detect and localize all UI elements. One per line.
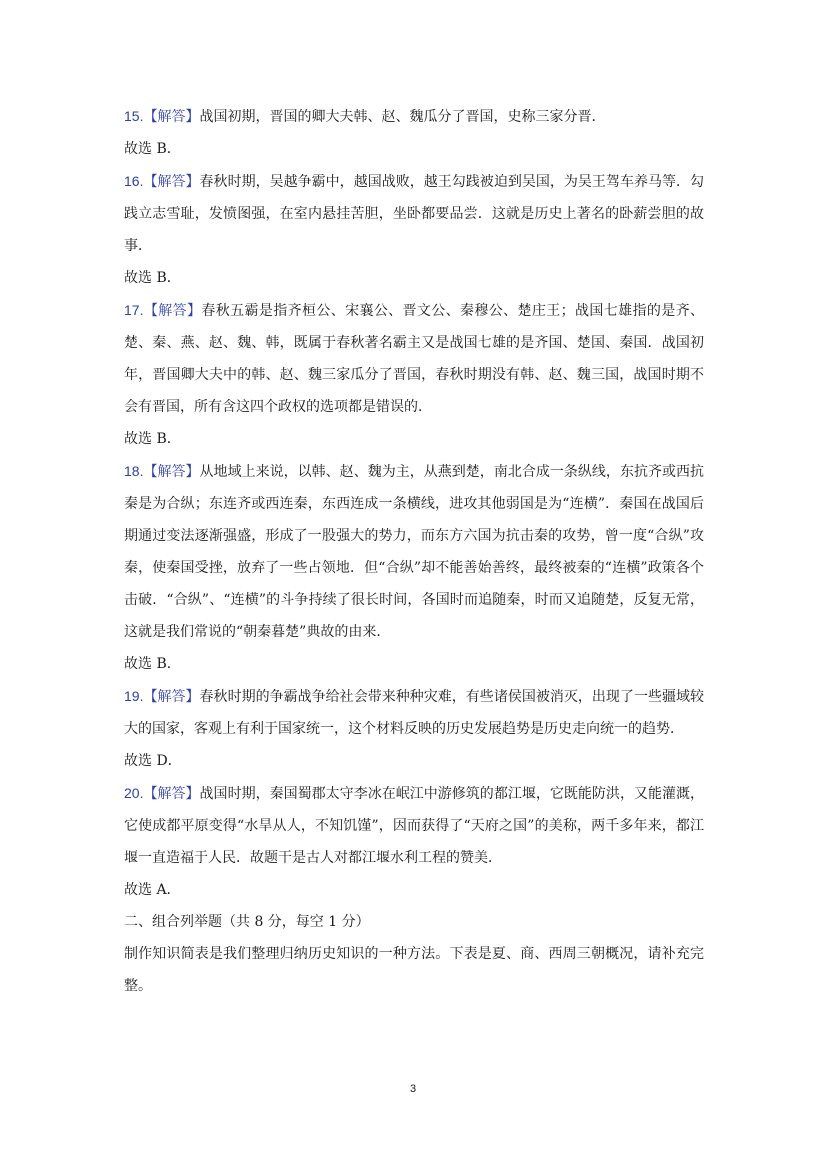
answer-item-15 — [124, 100, 704, 133]
answer-text: 战国时期，秦国蜀郡太守李冰在岷江中游修筑的都江堰，它既能防洪，又能灌溉，它使成都平原变得“水旱从人，不知饥馑”，因而获得了“天府之国”的美称，两千多年来，都江堰一直造福于人民．故题干是古人对都江堰水利工程的赞美． — [124, 786, 705, 866]
answer-tag: 【解答】 — [143, 786, 200, 802]
answer-tag: 【解答】 — [143, 109, 200, 125]
question-number: 19. — [124, 688, 144, 704]
answer-text: 从地域上来说，以韩、赵、魏为主，从燕到楚，南北合成一条纵线，东抗齐或西抗秦是为合纵；东连齐或西连秦，东西连成一条横线，进攻其他弱国是为“连横”．秦国在战国后期通过变法逐渐强盛，形成了一股强大的势力，而东方六国为抗击秦的攻势，曾一度“合纵”攻秦，使秦国受挫，放弃了一些占领地．但“合纵”却不能善始善终，最终被秦的“连横”政策各个击破．“合纵”、“连横”的斗争持续了很长时间，各国时而追随秦，时而又追随楚，反复无常，这就是我们常说的“朝秦暮楚”典故的由来． — [124, 464, 705, 640]
question-number: 17. — [124, 302, 144, 318]
question-number: 16. — [124, 173, 144, 189]
question-number: 18. — [124, 463, 144, 479]
section-intro: 制作知识简表是我们整理归纳历史知识的一种方法。下表是夏、商、西周三朝概况，请补充完整。 — [124, 946, 704, 994]
question-number: 15. — [124, 108, 144, 124]
page-number: 3 — [409, 1083, 417, 1095]
answer-text: 春秋时期的争霸战争给社会带来种种灾难，有些诸侯国被消灭，出现了一些疆域较大的国家，客观上有利于国家统一，这个材料反映的历史发展趋势是历史走向统一的趋势． — [124, 689, 705, 737]
answer-tag: 【解答】 — [143, 174, 200, 190]
answer-choice: 故选 B． — [124, 270, 181, 286]
answer-item-17 — [124, 294, 704, 423]
answer-item-20 — [124, 777, 704, 874]
question-number: 20. — [124, 785, 144, 801]
answer-choice: 故选 A． — [124, 882, 181, 898]
answer-choice: 故选 B． — [124, 431, 181, 447]
answer-text: 春秋五霸是指齐桓公、宋襄公、晋文公、秦穆公、楚庄王；战国七雄指的是齐、楚、秦、燕、赵、魏、韩，既属于春秋著名霸主又是战国七雄的是齐国、楚国、秦国．战国初年，晋国卿大夫中的韩、赵、魏三家瓜分了晋国，春秋时期没有韩、赵、魏三国，战国时期不会有晋国，所有含这四个政权的选项都是错误的． — [124, 303, 705, 415]
answer-tag: 【解答】 — [143, 464, 200, 480]
answer-text: 春秋时期，吴越争霸中，越国战败，越王勾践被迫到吴国，为吴王驾车养马等．勾践立志雪耻，发愤图强，在室内悬挂苦胆，坐卧都要品尝．这就是历史上著名的卧薪尝胆的故事． — [124, 174, 705, 254]
answer-choice: 故选 B． — [124, 656, 181, 672]
answer-content — [124, 100, 704, 1002]
answer-item-18 — [124, 455, 704, 648]
answer-item-19 — [124, 680, 704, 745]
answer-item-16 — [124, 165, 704, 262]
answer-tag: 【解答】 — [143, 303, 202, 319]
section-title: 二、组合列举题（共 8 分，每空 1 分） — [124, 914, 370, 930]
answer-choice: 故选 B． — [124, 141, 181, 157]
answer-tag: 【解答】 — [143, 689, 200, 705]
answer-choice: 故选 D． — [124, 753, 182, 769]
answer-text: 战国初期，晋国的卿大夫韩、赵、魏瓜分了晋国，史称三家分晋． — [199, 109, 606, 125]
